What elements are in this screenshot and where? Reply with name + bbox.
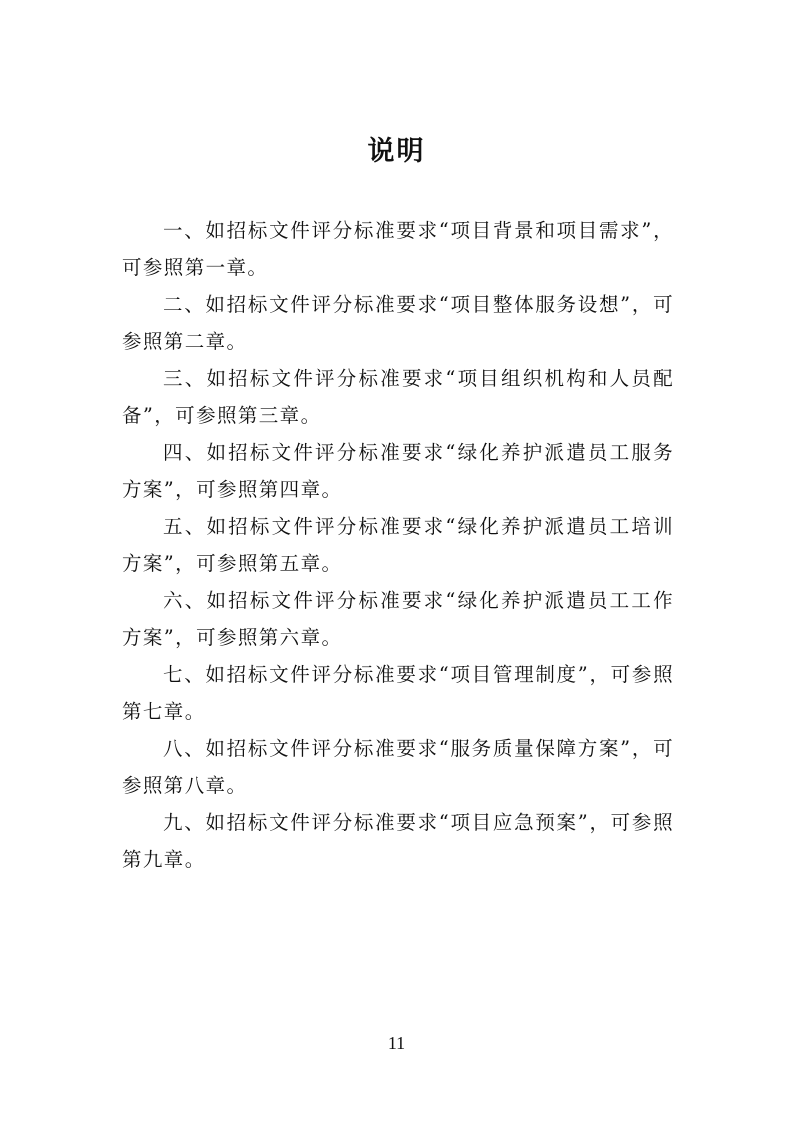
body-text (122, 212, 674, 878)
paragraph-3: 三、如招标文件评分标准要求“项目组织机构和人员配备”，可参照第三章。 (122, 367, 674, 427)
page-title: 说明 (367, 136, 426, 167)
paragraph-7: 七、如招标文件评分标准要求“项目管理制度”，可参照第七章。 (122, 663, 674, 723)
paragraph-6: 六、如招标文件评分标准要求“绿化养护派遣员工工作方案”，可参照第六章。 (122, 589, 674, 649)
paragraph-9: 九、如招标文件评分标准要求“项目应急预案”，可参照第九章。 (122, 811, 674, 871)
paragraph-8: 八、如招标文件评分标准要求“服务质量保障方案”，可参照第八章。 (122, 737, 674, 797)
paragraph-2: 二、如招标文件评分标准要求“项目整体服务设想”，可参照第二章。 (122, 293, 674, 353)
paragraph-1: 一、如招标文件评分标准要求“项目背景和项目需求”，可参照第一章。 (122, 219, 674, 279)
paragraph-5: 五、如招标文件评分标准要求“绿化养护派遣员工培训方案”，可参照第五章。 (122, 515, 674, 575)
page-number: 11 (387, 1033, 406, 1053)
paragraph-4: 四、如招标文件评分标准要求“绿化养护派遣员工服务方案”，可参照第四章。 (122, 441, 674, 501)
